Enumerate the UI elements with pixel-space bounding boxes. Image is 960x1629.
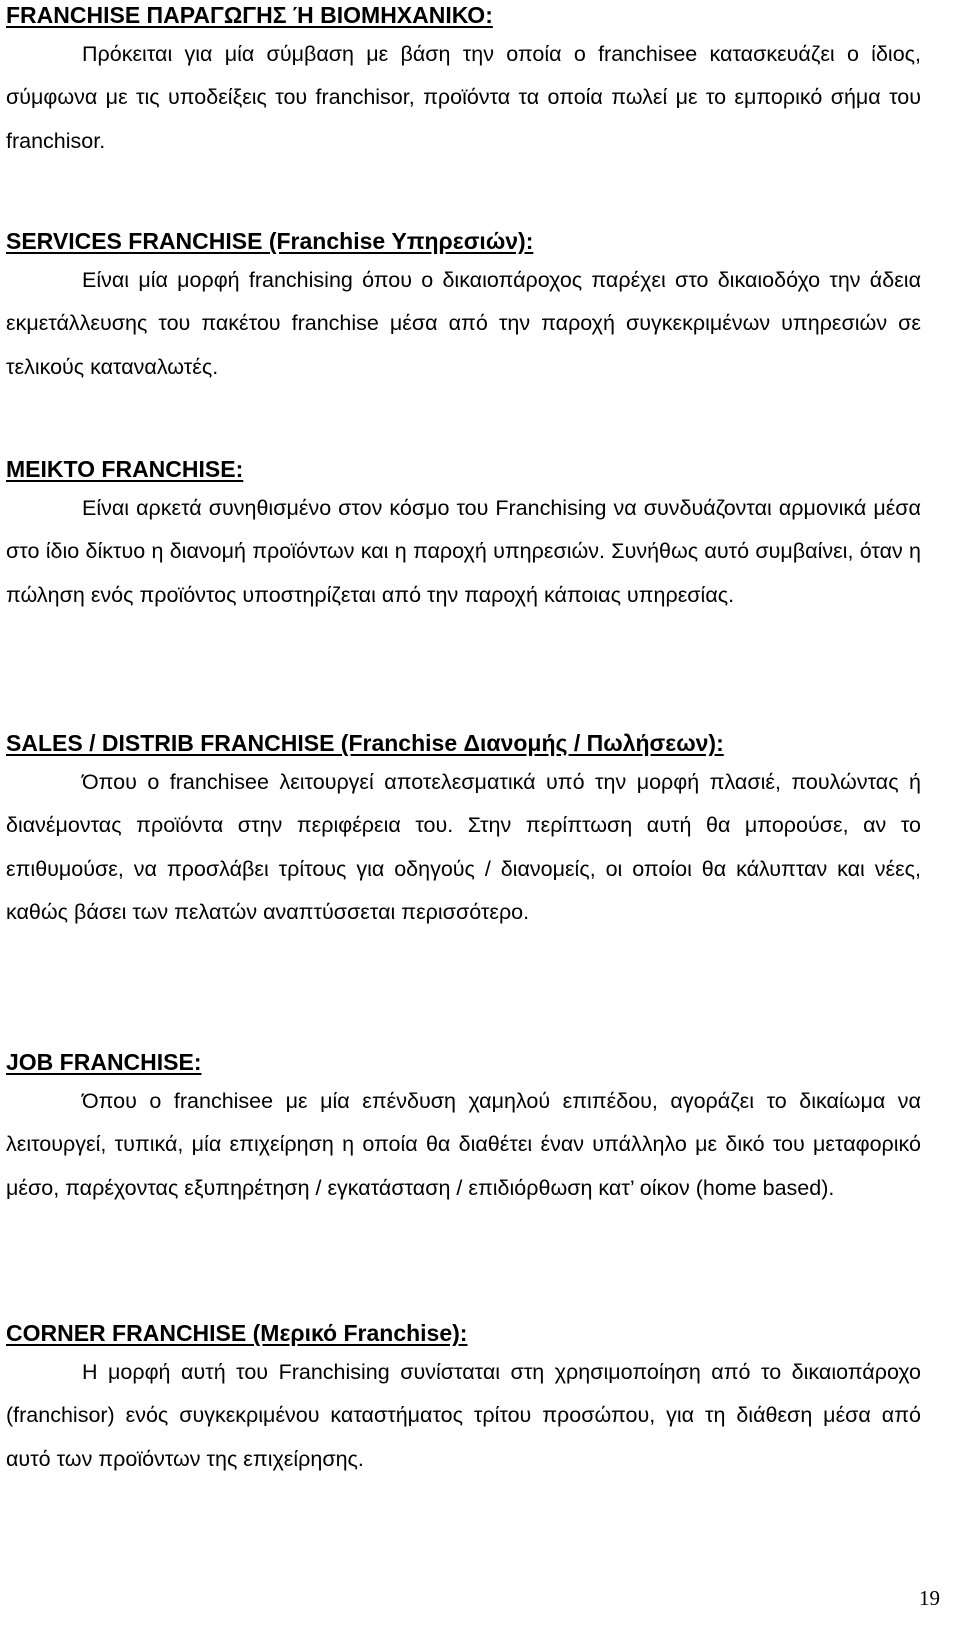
section-heading: JOB FRANCHISE: [6,1049,202,1075]
section-heading: SALES / DISTRIB FRANCHISE (Franchise Διανομής / Πωλήσεων): [6,730,724,756]
section-heading: CORNER FRANCHISE (Μερικό Franchise): [6,1320,468,1346]
section-industrial-franchise [6,0,921,163]
section-heading: ΜΕΙΚΤΟ FRANCHISE: [6,456,244,482]
page-number: 19 [919,1586,940,1610]
section-corner-franchise [6,1318,921,1481]
section-paragraph: Όπου ο franchisee λειτουργεί αποτελεσματικά υπό την μορφή πλασιέ, πουλώντας ή διανέμοντας προϊόντα στην περιφέρεια του. Στην περίπτωση αυτή θα μπορούσε, αν το επιθυμούσε, να προσλάβει τρίτους για οδηγούς / διανομείς, οι οποίοι θα κάλυπταν και νέες, καθώς βάσει των πελατών αναπτύσσεται περισσότερο. [6,770,921,925]
section-mixed-franchise [6,454,921,617]
section-paragraph: Είναι μία μορφή franchising όπου ο δικαιοπάροχος παρέχει στο δικαιοδόχο την άδεια εκμετάλλευσης του πακέτου franchise μέσα από την παροχή συγκεκριμένων υπηρεσιών σε τελικούς καταναλωτές. [6,268,921,379]
section-heading: FRANCHISE ΠΑΡΑΓΩΓΗΣ Ή ΒΙΟΜΗΧΑΝΙΚΟ: [6,2,493,28]
section-heading: SERVICES FRANCHISE (Franchise Υπηρεσιών): [6,228,534,254]
section-sales-distrib-franchise [6,728,921,935]
section-services-franchise [6,226,921,389]
section-paragraph: Η μορφή αυτή του Franchising συνίσταται στη χρησιμοποίηση από το δικαιοπάροχο (franchisor) ενός συγκεκριμένου καταστήματος τρίτου προσώπου, για τη διάθεση μέσα από αυτό των προϊόντων της επιχείρησης. [6,1360,921,1471]
section-paragraph: Όπου ο franchisee με μία επένδυση χαμηλού επιπέδου, αγοράζει το δικαίωμα να λειτουργεί, τυπικά, μία επιχείρηση η οποία θα διαθέτει έναν υπάλληλο με δικό του μεταφορικό μέσο, παρέχοντας εξυπηρέτηση / εγκατάσταση / επιδιόρθωση κατ’ οίκον (home based). [6,1089,921,1200]
section-job-franchise [6,1047,921,1210]
section-paragraph: Πρόκειται για μία σύμβαση με βάση την οποία ο franchisee κατασκευάζει ο ίδιος, σύμφωνα με τις υποδείξεις του franchisor, προϊόντα τα οποία πωλεί με το εμπορικό σήμα του franchisor. [6,42,921,153]
section-paragraph: Είναι αρκετά συνηθισμένο στον κόσμο του Franchising να συνδυάζονται αρμονικά μέσα στο ίδιο δίκτυο η διανομή προϊόντων και η παροχή υπηρεσιών. Συνήθως αυτό συμβαίνει, όταν η πώληση ενός προϊόντος υποστηρίζεται από την παροχή κάποιας υπηρεσίας. [6,496,921,607]
